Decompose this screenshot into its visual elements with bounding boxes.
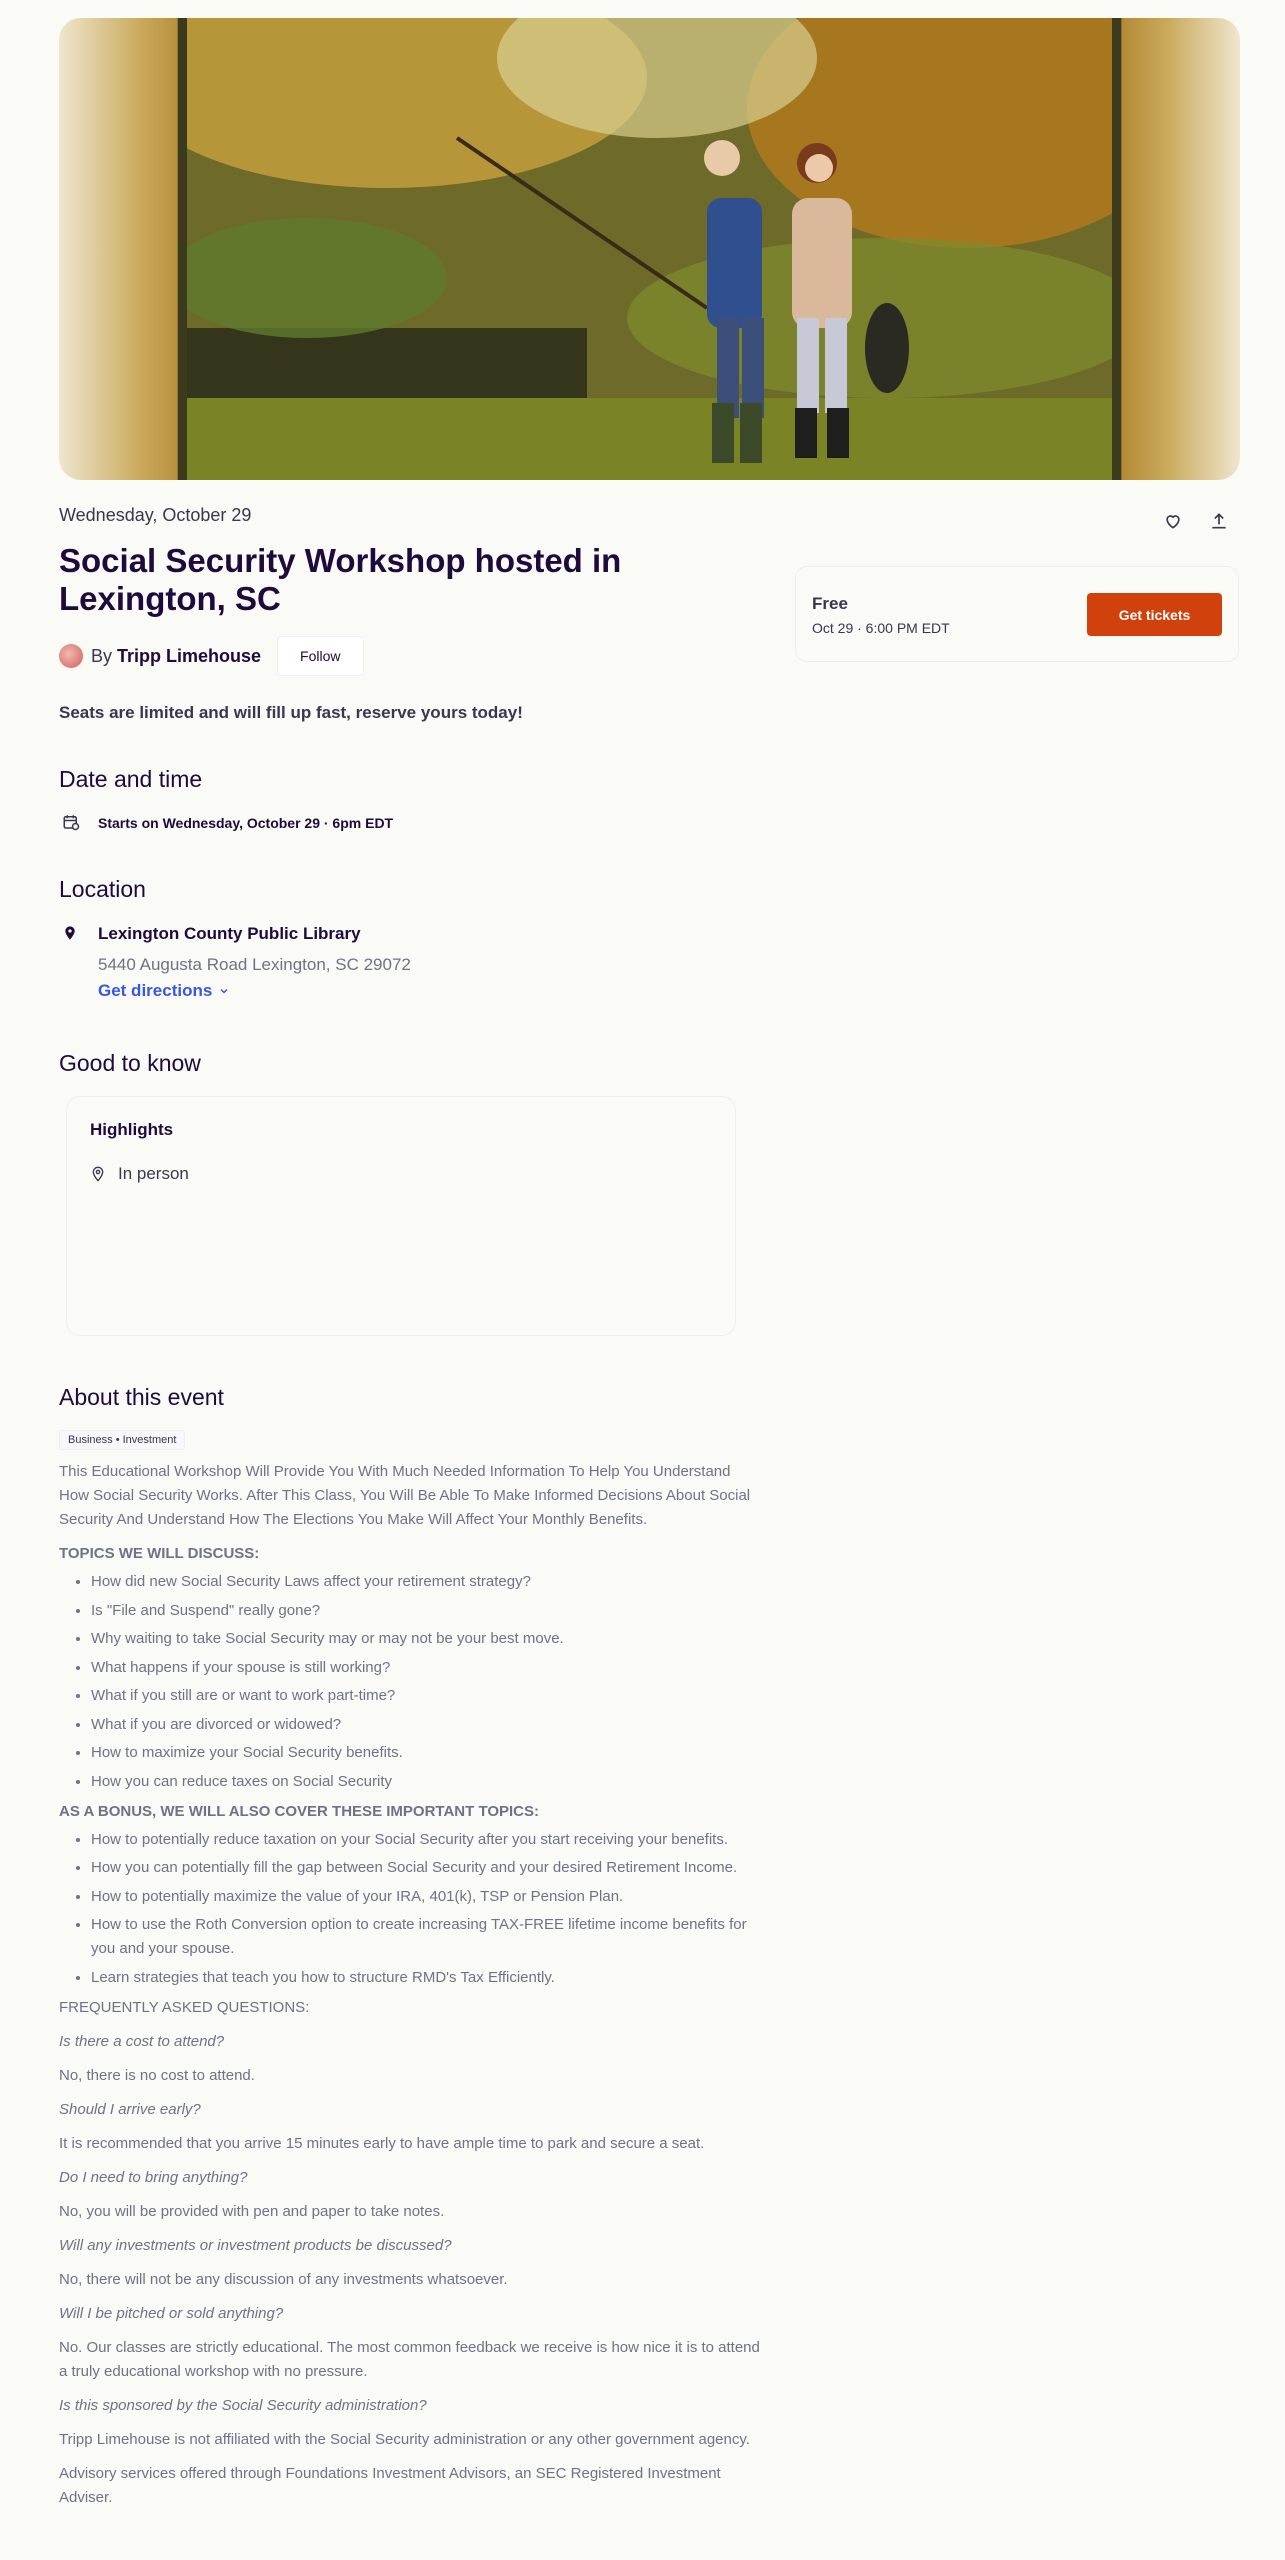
highlights-heading: Highlights (90, 1120, 174, 1139)
get-directions-label: Get directions (98, 981, 213, 1000)
about-heading: About this event (59, 1384, 224, 1410)
list-item: • How to potentially reduce taxation on your Social Security after you start receiving your benefits. (91, 1828, 764, 1852)
list-item: • Learn strategies that teach you how to structure RMD's Tax Efficiently. (91, 1966, 764, 1990)
date-time-heading: Date and time (59, 766, 203, 792)
good-to-know-heading: Good to know (59, 1050, 201, 1076)
organizer-name[interactable]: Tripp Limehouse (117, 645, 262, 666)
hero-scene-illustration (187, 18, 1112, 480)
list-item: • Is "File and Suspend" really gone? (91, 1599, 764, 1623)
get-tickets-button[interactable]: Get tickets (1087, 593, 1222, 636)
faq-answer: Tripp Limehouse is not affiliated with the Social Security administration or any other government agency. (59, 2430, 750, 2448)
faq-answer: No, there will not be any discussion of any investments whatsoever. (59, 2270, 508, 2288)
faq-question: Do I need to bring anything? (59, 2168, 248, 2186)
location-pin-icon (62, 924, 78, 947)
hero-image (187, 18, 1112, 480)
faq-question: Should I arrive early? (59, 2100, 201, 2118)
list-item: • What happens if your spouse is still working? (91, 1656, 764, 1680)
event-date: Wednesday, October 29 (59, 505, 252, 525)
list-item: • What if you are divorced or widowed? (91, 1713, 764, 1737)
faq-question: Is this sponsored by the Social Security administration? (59, 2396, 427, 2414)
event-title: Social Security Workshop hosted in Lexington, SC (59, 542, 622, 617)
highlight-in-person-label: In person (118, 1164, 189, 1183)
faq-question: Is there a cost to attend? (59, 2032, 225, 2050)
organizer-avatar[interactable] (59, 644, 83, 668)
list-item: • How you can potentially fill the gap between Social Security and your desired Retirement Income. (91, 1856, 764, 1880)
list-item: • What if you still are or want to work part-time? (91, 1684, 764, 1708)
list-item: • How to maximize your Social Security benefits. (91, 1741, 764, 1765)
ticket-price: Free (812, 594, 848, 613)
faq-question: Will I be pitched or sold anything? (59, 2304, 284, 2322)
topics-list (91, 1570, 764, 1794)
list-item: • How to use the Roth Conversion option to create increasing TAX-FREE lifetime income benefits for you and your spouse. (91, 1913, 764, 1961)
venue-name: Lexington County Public Library (98, 924, 361, 943)
about-intro: This Educational Workshop Will Provide You With Much Needed Information To Help You Understand How Social Security Works. After This Class, You Will Be Able To Make Informed Decisions About Social Security And Understand How The Elections You Make Will Affect Your Monthly Benefits. (59, 1463, 751, 1528)
share-icon (1209, 511, 1229, 531)
list-item: • How did new Social Security Laws affect your retirement strategy? (91, 1570, 764, 1594)
faq-question: Will any investments or investment products be discussed? (59, 2236, 452, 2254)
about-body (59, 1460, 764, 2520)
venue-address: 5440 Augusta Road Lexington, SC 29072 (98, 955, 411, 974)
ticket-date: Oct 29 · 6:00 PM EDT (812, 620, 950, 636)
bonus-list (91, 1828, 764, 1990)
bonus-heading: AS A BONUS, WE WILL ALSO COVER THESE IMPORTANT TOPICS: (59, 1802, 540, 1820)
faq-answer: It is recommended that you arrive 15 minutes early to have ample time to park and secure a seat. (59, 2134, 705, 2152)
heart-icon (1163, 511, 1183, 531)
organizer-byline (91, 646, 261, 667)
get-directions-link[interactable] (98, 981, 230, 1001)
date-time-value: Starts on Wednesday, October 29 · 6pm EDT (98, 815, 394, 831)
organizer-row (59, 636, 364, 676)
hero-banner (59, 18, 1240, 480)
topics-heading: TOPICS WE WILL DISCUSS: (59, 1545, 260, 1562)
category-badge[interactable]: Business • Investment (59, 1430, 185, 1450)
faq-answer: No, you will be provided with pen and paper to take notes. (59, 2202, 445, 2220)
chevron-down-icon (218, 985, 230, 997)
calendar-icon (62, 813, 80, 836)
organizer-prefix: By (91, 645, 118, 666)
follow-button[interactable]: Follow (277, 636, 363, 676)
location-pin-outline-icon (90, 1165, 106, 1183)
share-button[interactable] (1206, 508, 1232, 534)
faq-heading: FREQUENTLY ASKED QUESTIONS: (59, 1998, 310, 2016)
faq-answer: No. Our classes are strictly educational. The most common feedback we receive is how nice it is to attend a truly educational workshop with no pressure. (59, 2338, 760, 2380)
faq-answer: No, there is no cost to attend. (59, 2066, 255, 2084)
highlight-in-person (90, 1164, 189, 1184)
disclaimer: Advisory services offered through Foundations Investment Advisors, an SEC Registered Investment Adviser. (59, 2464, 721, 2506)
list-item: • How to potentially maximize the value of your IRA, 401(k), TSP or Pension Plan. (91, 1885, 764, 1909)
location-heading: Location (59, 876, 146, 902)
event-summary: Seats are limited and will fill up fast, reserve yours today! (59, 703, 523, 722)
list-item: • Why waiting to take Social Security may or may not be your best move. (91, 1627, 764, 1651)
like-button[interactable] (1160, 508, 1186, 534)
list-item: • How you can reduce taxes on Social Security (91, 1770, 764, 1794)
